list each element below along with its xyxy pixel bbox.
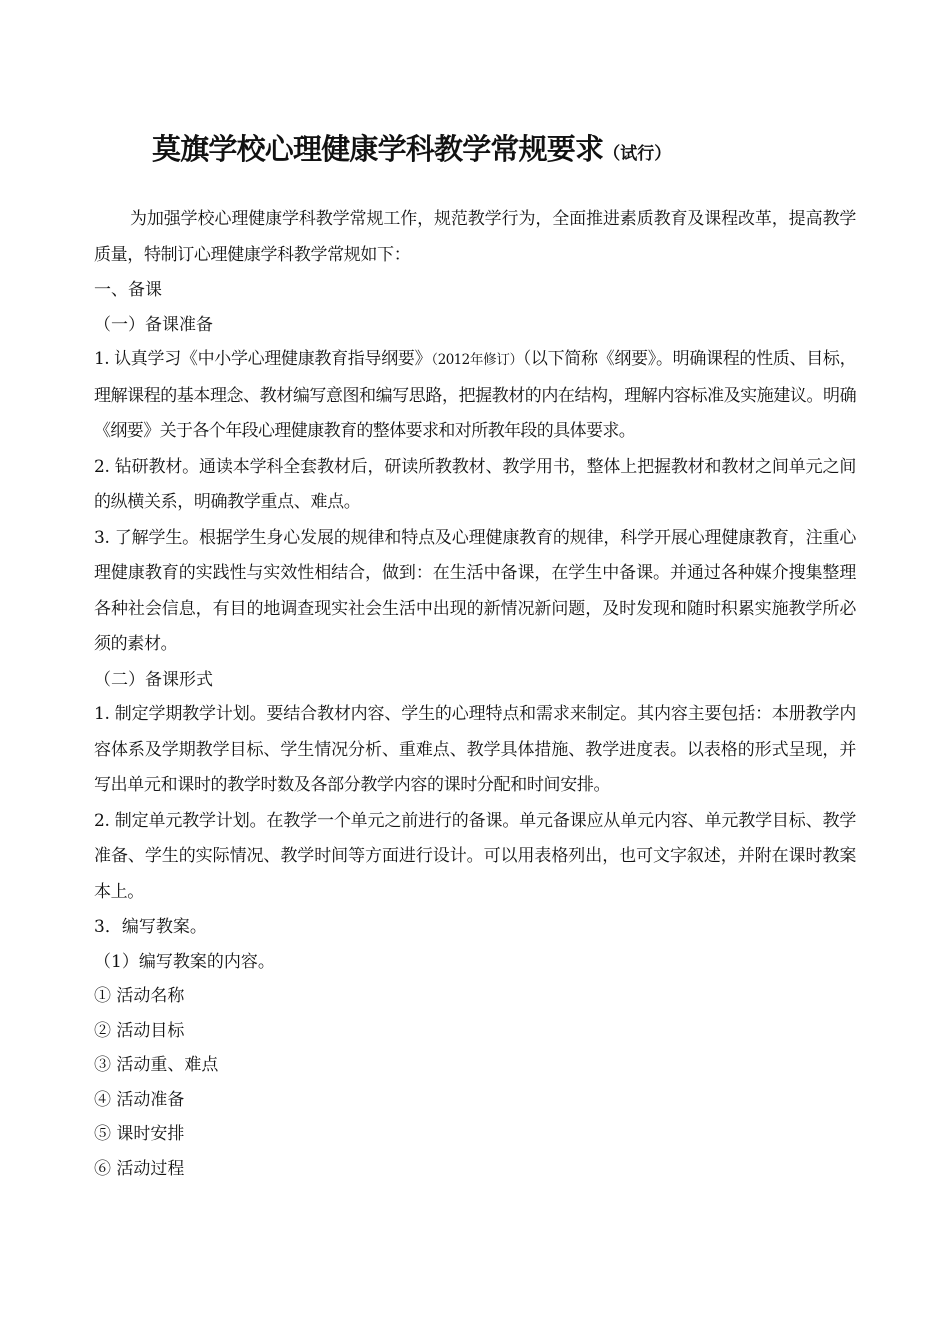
list-item: ④ 活动准备 <box>94 1089 185 1110</box>
list-item: ② 活动目标 <box>94 1020 185 1041</box>
list-item: ⑥ 活动过程 <box>94 1158 185 1179</box>
paragraph-term-plan: 1. 制定学期教学计划。要结合教材内容、学生的心理特点和需求来制定。其内容主要包括：本册教学内容体系及学期教学目标、学生情况分析、重难点、教学具体措施、教学进度表。以表格的形式呈现，并写出单元和课时的教学时数及各部分教学内容的课时分配和时间安排。 <box>94 704 856 795</box>
paragraph-lesson-plan: 3．编写教案。 <box>94 917 207 937</box>
document-body <box>94 202 856 1186</box>
study-guidelines-rest: （以下简称《纲要》。明确课程的性质、目标，理解课程的基本理念、教材编写意图和编写思路，把握教材的内在结构，理解内容标准及实施建议。明确《纲要》关于各个年段心理健康教育的整体要求和对所教年段的具体要求。 <box>94 349 856 441</box>
section-heading-prep: 一、备课 <box>94 280 162 300</box>
subsection-heading-readiness: （一）备课准备 <box>94 314 213 335</box>
list-item: ① 活动名称 <box>94 986 185 1006</box>
paragraph-unit-plan: 2. 制定单元教学计划。在教学一个单元之前进行的备课。单元备课应从单元内容、单元教学目标、教学准备、学生的实际情况、教学时间等方面进行设计。可以用表格列出，也可文字叙述，并附在课时教案本上。 <box>94 810 856 902</box>
paragraph-study-textbook: 2. 钻研教材。通读本学科全套教材后，研读所教教材、教学用书，整体上把握教材和教材之间单元之间的纵横关系，明确教学重点、难点。 <box>94 456 856 512</box>
intro-paragraph: 为加强学校心理健康学科教学常规工作，规范教学行为，全面推进素质教育及课程改革，提高教学质量，特制订心理健康学科教学常规如下： <box>94 209 856 265</box>
paragraph-study-guidelines <box>94 342 856 450</box>
list-item: ③ 活动重、难点 <box>94 1055 219 1075</box>
study-guidelines-lead: 1. 认真学习《中小学心理健康教育指导纲要》 <box>94 349 432 369</box>
document-title <box>152 129 671 174</box>
title-suffix: （试行） <box>603 144 672 164</box>
subsection-heading-forms: （二）备课形式 <box>94 669 213 690</box>
paragraph-know-students: 3. 了解学生。根据学生身心发展的规律和特点及心理健康教育的规律，科学开展心理健康教育，注重心理健康教育的实践性与实效性相结合，做到：在生活中备课，在学生中备课。并通过各种媒介搜集整理各种社会信息，有目的地调查现实社会生活中出现的新情况新问题，及时发现和随时积累实施教学所必须的素材。 <box>94 527 856 654</box>
guidelines-year: （2012年修订） <box>431 352 523 368</box>
title-main: 莫旗学校心理健康学科教学常规要求 <box>152 132 604 166</box>
paragraph-lesson-plan-content: （1）编写教案的内容。 <box>94 951 275 972</box>
list-item: ⑤ 课时安排 <box>94 1124 185 1144</box>
